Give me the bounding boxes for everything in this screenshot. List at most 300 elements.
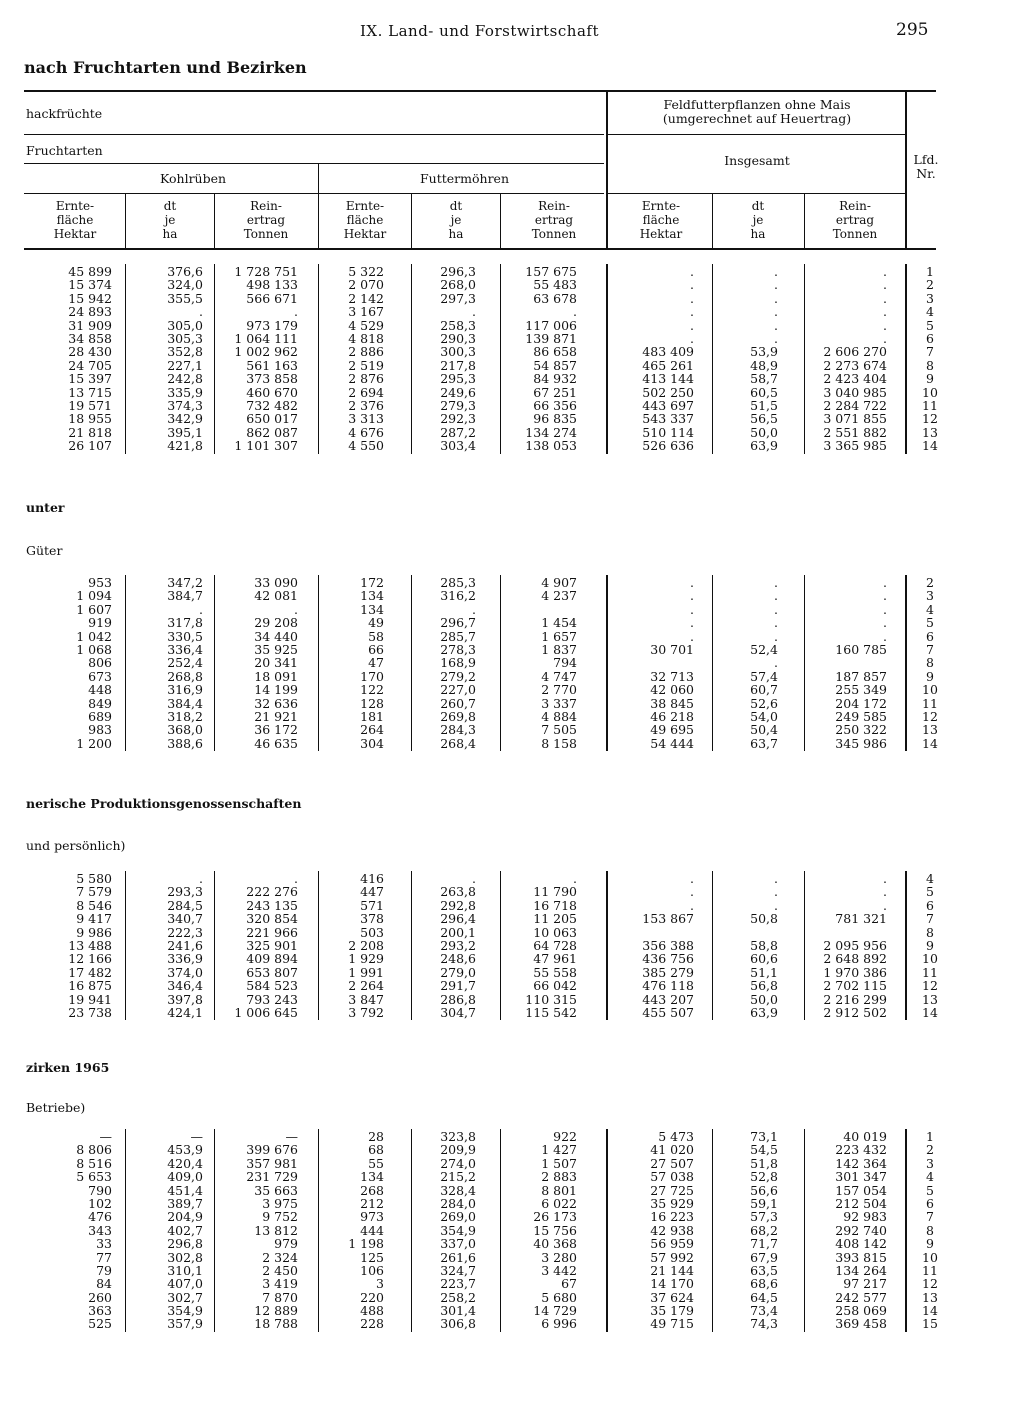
table-cell: 3 419: [262, 1276, 298, 1292]
table-cell: 566 671: [246, 290, 298, 306]
table-cell: 9: [926, 668, 934, 684]
table-cell: 301 347: [835, 1169, 887, 1185]
table-cell: 286,8: [440, 991, 476, 1007]
table-cell: 57 038: [650, 1169, 694, 1185]
table-cell: 12: [922, 978, 938, 994]
table-cell: 58,8: [750, 937, 778, 953]
column-rule: [804, 871, 805, 1020]
table-cell: 2 551 882: [823, 424, 887, 440]
table-cell: 74,3: [750, 1316, 778, 1332]
table-cell: .: [774, 871, 778, 886]
table-cell: 221 966: [246, 924, 298, 940]
column-reinertrag-kohl: [254, 576, 298, 750]
table-cell: 51,8: [750, 1155, 778, 1171]
table-cell: [650, 656, 694, 669]
table-cell: 41 020: [650, 1142, 694, 1158]
header-bottom-rule: [24, 248, 936, 250]
column-rule: [214, 264, 215, 454]
table-cell: 4 676: [348, 424, 384, 440]
table-cell: 2 886: [348, 344, 384, 360]
table-cell: 325 901: [246, 937, 298, 953]
table-cell: 7: [926, 641, 934, 657]
table-cell: .: [690, 317, 694, 333]
column-rule: [318, 575, 319, 751]
header-rule-2: [24, 163, 604, 164]
table-cell: 18 788: [254, 1316, 298, 1332]
header-divider-c1: [125, 193, 126, 248]
table-cell: 1 006 645: [234, 1004, 298, 1020]
table-cell: 416: [360, 871, 384, 886]
table-cell: 2 208: [348, 937, 384, 953]
table-cell: 18 091: [254, 668, 298, 684]
table-cell: 3 975: [262, 1195, 298, 1211]
table-cell: 55: [368, 1155, 384, 1171]
table-cell: 14: [922, 1303, 938, 1319]
table-cell: 2 648 892: [823, 951, 887, 967]
table-cell: 9: [926, 371, 934, 387]
col-head-ernte-2: Ernte- fläche Hektar: [343, 199, 387, 241]
table-cell: 296,8: [167, 1236, 203, 1252]
table-cell: 47 961: [533, 951, 577, 967]
col-head-dt-2: dt je ha: [448, 199, 464, 241]
table-cell: 5 322: [348, 264, 384, 279]
column-dt-kohl: [167, 1130, 203, 1331]
header-divider-c2: [214, 193, 215, 248]
table-cell: 6 996: [541, 1316, 577, 1332]
table-cell: 37 624: [650, 1289, 694, 1305]
column-ernteflaeche-feldfutter: [642, 872, 694, 1019]
table-cell: 258,3: [440, 317, 476, 333]
table-cell: 354,9: [440, 1222, 476, 1238]
table-cell: 14 729: [533, 1303, 577, 1319]
column-ernteflaeche-feldfutter: [650, 576, 694, 750]
table-cell: .: [774, 615, 778, 631]
table-cell: 54,0: [750, 708, 778, 724]
table-cell: 8 516: [76, 1155, 112, 1171]
table-cell: 653 807: [246, 964, 298, 980]
header-divider-c7: [712, 193, 713, 248]
table-cell: 503: [360, 924, 384, 940]
table-cell: .: [883, 615, 887, 631]
table-cell: .: [774, 655, 778, 671]
table-cell: .: [883, 304, 887, 320]
table-cell: 453,9: [167, 1142, 203, 1158]
table-cell: .: [690, 871, 694, 886]
table-cell: 187 857: [835, 668, 887, 684]
table-cell: 732 482: [246, 397, 298, 413]
table-cell: 56 959: [650, 1236, 694, 1252]
column-reinertrag-moehren: [525, 265, 577, 452]
table-cell: 269,8: [440, 708, 476, 724]
table-cell: 297,3: [440, 290, 476, 306]
column-reinertrag-moehren: [533, 1130, 577, 1331]
table-cell: 2 142: [348, 290, 384, 306]
table-cell: 849: [88, 695, 112, 711]
table-cell: 1 929: [348, 951, 384, 967]
table-cell: 284,5: [167, 897, 203, 913]
table-cell: 209,9: [440, 1142, 476, 1158]
table-cell: 8 806: [76, 1142, 112, 1158]
table-cell: 160 785: [835, 641, 887, 657]
table-cell: 86 658: [533, 344, 577, 360]
table-cell: 342,9: [167, 411, 203, 427]
table-cell: 1 094: [76, 588, 112, 604]
table-cell: 12 889: [254, 1303, 298, 1319]
table-cell: 295,3: [440, 371, 476, 387]
table-cell: .: [294, 304, 298, 320]
table-cell: 447: [360, 884, 384, 900]
column-lfd-nr: [910, 1130, 950, 1331]
column-dt-kohl: [167, 265, 203, 452]
section-title-4: zirken 1965: [26, 1060, 110, 1075]
table-cell: 46 635: [254, 735, 298, 751]
table-cell: 252,4: [167, 655, 203, 671]
table-cell: 23 738: [68, 1004, 112, 1020]
table-cell: 343: [88, 1222, 112, 1238]
page-title: nach Fruchtarten und Bezirken: [24, 58, 307, 77]
column-rule: [712, 1129, 713, 1332]
table-cell: 292 740: [835, 1222, 887, 1238]
table-cell: 393 815: [835, 1249, 887, 1265]
table-cell: .: [883, 264, 887, 279]
table-cell: 806: [88, 655, 112, 671]
table-cell: [642, 926, 694, 939]
table-cell: 27 507: [650, 1155, 694, 1171]
table-cell: .: [690, 575, 694, 590]
table-cell: 483 409: [642, 344, 694, 360]
table-cell: 983: [88, 722, 112, 738]
table-cell: .: [690, 264, 694, 279]
table-cell: 96 835: [533, 411, 577, 427]
table-cell: 279,0: [440, 964, 476, 980]
table-cell: 66: [368, 641, 384, 657]
table-cell: 413 144: [642, 371, 694, 387]
table-cell: 421,8: [167, 438, 203, 454]
table-cell: .: [690, 330, 694, 346]
table-cell: 35 663: [254, 1182, 298, 1198]
table-cell: —: [190, 1129, 203, 1144]
table-cell: .: [774, 330, 778, 346]
table-cell: 3: [926, 290, 934, 306]
col-head-rein-3: Rein- ertrag Tonnen: [832, 199, 878, 241]
table-cell: 284,3: [440, 722, 476, 738]
table-cell: 34 858: [68, 330, 112, 346]
table-cell: 42 060: [650, 682, 694, 698]
table-cell: 443 207: [642, 991, 694, 1007]
table-cell: [823, 926, 887, 939]
table-cell: 172: [360, 575, 384, 590]
table-cell: 54 444: [650, 735, 694, 751]
table-cell: 1 991: [348, 964, 384, 980]
table-cell: 2 284 722: [823, 397, 887, 413]
column-rule: [411, 1129, 412, 1332]
table-cell: 502 250: [642, 384, 694, 400]
table-cell: 92 983: [843, 1209, 887, 1225]
column-dt-kohl: [167, 576, 203, 750]
table-cell: 296,3: [440, 264, 476, 279]
table-cell: 973 179: [246, 317, 298, 333]
table-cell: 60,7: [750, 682, 778, 698]
table-cell: 465 261: [642, 357, 694, 373]
table-cell: 293,2: [440, 937, 476, 953]
column-reinertrag-feldfutter: [823, 872, 887, 1019]
section-title-3: nerische Produktionsgenossenschaften: [26, 796, 302, 811]
table-cell: .: [883, 897, 887, 913]
column-rule: [411, 871, 412, 1020]
table-cell: 2 606 270: [823, 344, 887, 360]
col-head-rein-1: Rein- ertrag Tonnen: [243, 199, 289, 241]
table-cell: 26 173: [533, 1209, 577, 1225]
table-cell: 790: [88, 1182, 112, 1198]
table-cell: 55 483: [533, 277, 577, 293]
table-cell: 242,8: [167, 371, 203, 387]
table-cell: 4 550: [348, 438, 384, 454]
table-cell: 142 364: [835, 1155, 887, 1171]
column-rule: [214, 871, 215, 1020]
table-cell: 102: [88, 1195, 112, 1211]
col-head-rein-2: Rein- ertrag Tonnen: [531, 199, 577, 241]
table-cell: 35 925: [254, 641, 298, 657]
column-rule: [712, 871, 713, 1020]
table-cell: 57 992: [650, 1249, 694, 1265]
table-cell: 15 756: [533, 1222, 577, 1238]
table-cell: 220: [360, 1289, 384, 1305]
table-cell: 9 417: [76, 911, 112, 927]
table-cell: 2 702 115: [823, 978, 887, 994]
table-cell: 46 218: [650, 708, 694, 724]
table-cell: 258,2: [440, 1289, 476, 1305]
header-divider-c4: [411, 193, 412, 248]
table-cell: 290,3: [440, 330, 476, 346]
table-cell: 84: [96, 1276, 112, 1292]
table-cell: 21 818: [68, 424, 112, 440]
table-cell: 21 921: [254, 708, 298, 724]
table-cell: .: [690, 588, 694, 604]
group-label-feldfutter: Feldfutterpflanzen ohne Mais (umgerechnet auf Heuertrag): [662, 97, 852, 126]
table-cell: .: [774, 588, 778, 604]
column-ernteflaeche-kohl: [76, 576, 112, 750]
table-cell: 3 792: [348, 1004, 384, 1020]
column-dt-moehren: [440, 872, 476, 1019]
section-subtitle-3: und persönlich): [26, 838, 126, 853]
table-cell: 4 907: [541, 575, 577, 590]
table-cell: .: [883, 884, 887, 900]
table-cell: 335,9: [167, 384, 203, 400]
table-cell: 374,3: [167, 397, 203, 413]
table-cell: 274,0: [440, 1155, 476, 1171]
table-cell: 57,4: [750, 668, 778, 684]
table-cell: 4: [926, 304, 934, 320]
table-cell: 347,2: [167, 575, 203, 590]
column-ernteflaeche-moehren: [348, 1130, 384, 1331]
table-cell: 32 713: [650, 668, 694, 684]
table-cell: 157 054: [835, 1182, 887, 1198]
table-cell: 18 955: [68, 411, 112, 427]
group-label-fruchtarten: Fruchtarten: [26, 143, 103, 158]
table-cell: 35 929: [650, 1195, 694, 1211]
column-rule: [500, 871, 501, 1020]
table-cell: 8 158: [541, 735, 577, 751]
table-cell: 279,3: [440, 397, 476, 413]
table-cell: 58: [368, 628, 384, 644]
table-cell: 781 321: [835, 911, 887, 927]
table-cell: 56,8: [750, 978, 778, 994]
table-cell: 8: [926, 655, 934, 671]
table-cell: 3: [926, 588, 934, 604]
table-cell: 7 579: [76, 884, 112, 900]
table-cell: [541, 603, 577, 616]
table-cell: 258 069: [835, 1303, 887, 1319]
table-cell: 19 941: [68, 991, 112, 1007]
table-cell: 13 812: [254, 1222, 298, 1238]
table-cell: 1: [926, 264, 934, 279]
col-head-dt-1: dt je ha: [162, 199, 178, 241]
table-cell: 9: [926, 1236, 934, 1252]
table-cell: 264: [360, 722, 384, 738]
column-ernteflaeche-kohl: [68, 872, 112, 1019]
table-cell: 13: [922, 722, 938, 738]
table-cell: .: [883, 601, 887, 617]
table-cell: .: [774, 884, 778, 900]
table-top-rule: [24, 90, 936, 92]
table-cell: 922: [553, 1129, 577, 1144]
table-cell: 5: [926, 317, 934, 333]
table-cell: 71,7: [750, 1236, 778, 1252]
column-ernteflaeche-moehren: [360, 576, 384, 750]
table-cell: 973: [360, 1209, 384, 1225]
table-cell: 249 585: [835, 708, 887, 724]
table-cell: —: [285, 1129, 298, 1144]
table-cell: 5 473: [658, 1129, 694, 1144]
table-cell: 488: [360, 1303, 384, 1319]
table-cell: .: [690, 304, 694, 320]
table-cell: 11: [922, 964, 938, 980]
table-cell: 420,4: [167, 1155, 203, 1171]
table-cell: 33 090: [254, 575, 298, 590]
group-label-futtermoehren: Futtermöhren: [420, 171, 509, 186]
column-ernteflaeche-kohl: [76, 1130, 112, 1331]
table-cell: 378: [360, 911, 384, 927]
table-cell: 5 580: [76, 871, 112, 886]
column-ernteflaeche-feldfutter: [650, 1130, 694, 1331]
column-ernteflaeche-feldfutter: [642, 265, 694, 452]
table-cell: 13 715: [68, 384, 112, 400]
table-cell: 50,8: [750, 911, 778, 927]
column-rule: [804, 575, 805, 751]
table-cell: .: [472, 304, 476, 320]
table-cell: 1 427: [541, 1142, 577, 1158]
table-cell: 525: [88, 1316, 112, 1332]
table-cell: 320 854: [246, 911, 298, 927]
table-cell: 12: [922, 708, 938, 724]
table-cell: 526 636: [642, 438, 694, 454]
table-cell: .: [472, 601, 476, 617]
table-cell: 56,6: [750, 1182, 778, 1198]
table-cell: 63,9: [750, 1004, 778, 1020]
table-cell: 451,4: [167, 1182, 203, 1198]
column-dt-moehren: [440, 1130, 476, 1331]
table-cell: 8: [926, 357, 934, 373]
column-reinertrag-moehren: [525, 872, 577, 1019]
table-cell: .: [199, 601, 203, 617]
table-cell: 35 179: [650, 1303, 694, 1319]
table-cell: 3: [926, 1155, 934, 1171]
table-cell: 57,3: [750, 1209, 778, 1225]
table-cell: .: [690, 628, 694, 644]
table-cell: 15 397: [68, 371, 112, 387]
table-cell: 363: [88, 1303, 112, 1319]
table-cell: 134: [360, 1169, 384, 1185]
header-rule-1: [24, 134, 604, 135]
table-cell: 9 752: [262, 1209, 298, 1225]
table-cell: 26 107: [68, 438, 112, 454]
table-cell: 862 087: [246, 424, 298, 440]
table-cell: 302,8: [167, 1249, 203, 1265]
table-cell: 12: [922, 1276, 938, 1292]
table-cell: 291,7: [440, 978, 476, 994]
table-cell: 384,4: [167, 695, 203, 711]
table-cell: 7 870: [262, 1289, 298, 1305]
table-cell: 6: [926, 897, 934, 913]
column-reinertrag-kohl: [246, 1130, 298, 1331]
table-cell: 68,2: [750, 1222, 778, 1238]
table-cell: 20 341: [254, 655, 298, 671]
table-cell: 64 728: [533, 937, 577, 953]
table-cell: 227,1: [167, 357, 203, 373]
table-cell: 1 507: [541, 1155, 577, 1171]
table-cell: 476 118: [642, 978, 694, 994]
table-cell: 374,0: [167, 964, 203, 980]
table-cell: 1 454: [541, 615, 577, 631]
table-cell: 204 172: [835, 695, 887, 711]
table-cell: 53,9: [750, 344, 778, 360]
table-cell: 60,5: [750, 384, 778, 400]
table-cell: 306,8: [440, 1316, 476, 1332]
table-cell: 4 529: [348, 317, 384, 333]
table-cell: .: [294, 601, 298, 617]
table-cell: 243 135: [246, 897, 298, 913]
column-ernteflaeche-moehren: [348, 872, 384, 1019]
table-cell: 66 042: [533, 978, 577, 994]
table-cell: 979: [274, 1236, 298, 1252]
header-rule-4: [608, 134, 906, 135]
table-cell: 10 063: [533, 924, 577, 940]
table-cell: .: [774, 601, 778, 617]
table-cell: 13: [922, 424, 938, 440]
table-cell: 51,5: [750, 397, 778, 413]
table-cell: 2: [926, 1142, 934, 1158]
table-cell: 650 017: [246, 411, 298, 427]
table-cell: 261,6: [440, 1249, 476, 1265]
table-cell: 2 376: [348, 397, 384, 413]
table-cell: 316,2: [440, 588, 476, 604]
table-cell: 953: [88, 575, 112, 590]
table-cell: 292,3: [440, 411, 476, 427]
table-cell: 323,8: [440, 1129, 476, 1144]
table-cell: 476: [88, 1209, 112, 1225]
table-cell: .: [883, 628, 887, 644]
table-cell: 227,0: [440, 682, 476, 698]
table-cell: 2 095 956: [823, 937, 887, 953]
table-cell: .: [883, 330, 887, 346]
table-cell: 310,1: [167, 1262, 203, 1278]
table-cell: 407,0: [167, 1276, 203, 1292]
table-cell: 16 223: [650, 1209, 694, 1225]
table-cell: 134: [360, 601, 384, 617]
column-ernteflaeche-moehren: [348, 265, 384, 452]
header-divider-c8: [804, 193, 805, 248]
column-dt-kohl: [167, 872, 203, 1019]
